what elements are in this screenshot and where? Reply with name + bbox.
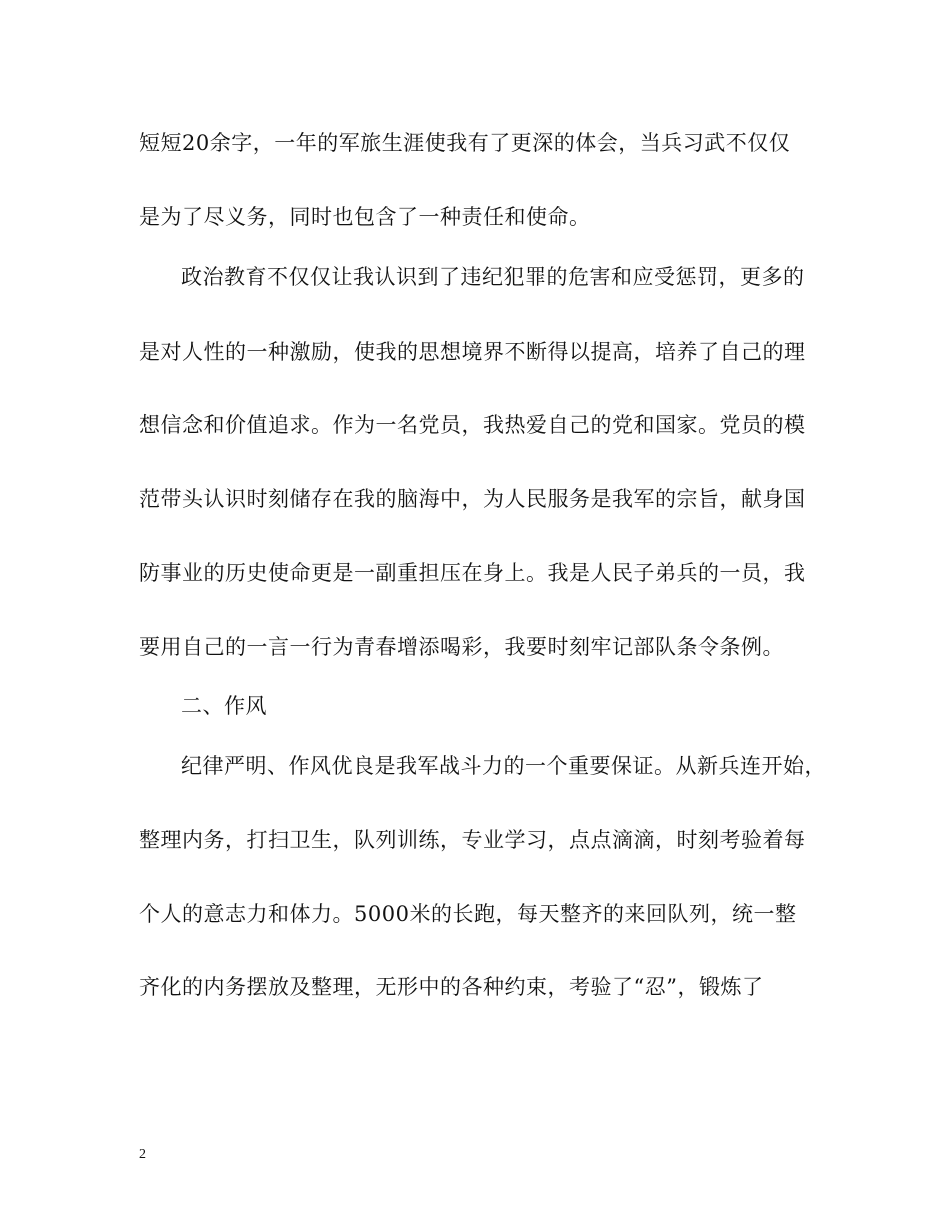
text-line: 短短20余字，一年的军旅生涯使我有了更深的体会，当兵习武不仅仅	[139, 131, 791, 155]
paragraph-start-line: 纪律严明、作风优良是我军战斗力的一个重要保证。从新兵连开始，	[181, 754, 826, 778]
text-line: 整理内务，打扫卫生，队列训练，专业学习，点点滴滴，时刻考验着每	[139, 828, 806, 852]
text-line: 个人的意志力和体力。5000米的长跑，每天整齐的来回队列，统一整	[139, 902, 797, 926]
text-line: 齐化的内务摆放及整理，无形中的各种约束，考验了“忍”，锻炼了	[139, 975, 764, 999]
text-line: 是对人性的一种激励，使我的思想境界不断得以提高，培养了自己的理	[139, 340, 806, 364]
paragraph-start-line: 政治教育不仅仅让我认识到了违纪犯罪的危害和应受惩罚，更多的	[181, 265, 805, 289]
text-line: 是为了尽义务，同时也包含了一种责任和使命。	[139, 205, 591, 229]
text-line: 想信念和价值追求。作为一名党员，我热爱自己的党和国家。党员的模	[139, 413, 806, 437]
text-line: 要用自己的一言一行为青春增添喝彩，我要时刻牢记部队条令条例。	[139, 635, 784, 659]
text-line: 范带头认识时刻储存在我的脑海中，为人民服务是我军的宗旨，献身国	[139, 487, 806, 511]
text-line: 防事业的历史使命更是一副重担压在身上。我是人民子弟兵的一员，我	[139, 561, 806, 585]
page-number: 2	[139, 1147, 146, 1162]
section-heading: 二、作风	[181, 694, 267, 718]
